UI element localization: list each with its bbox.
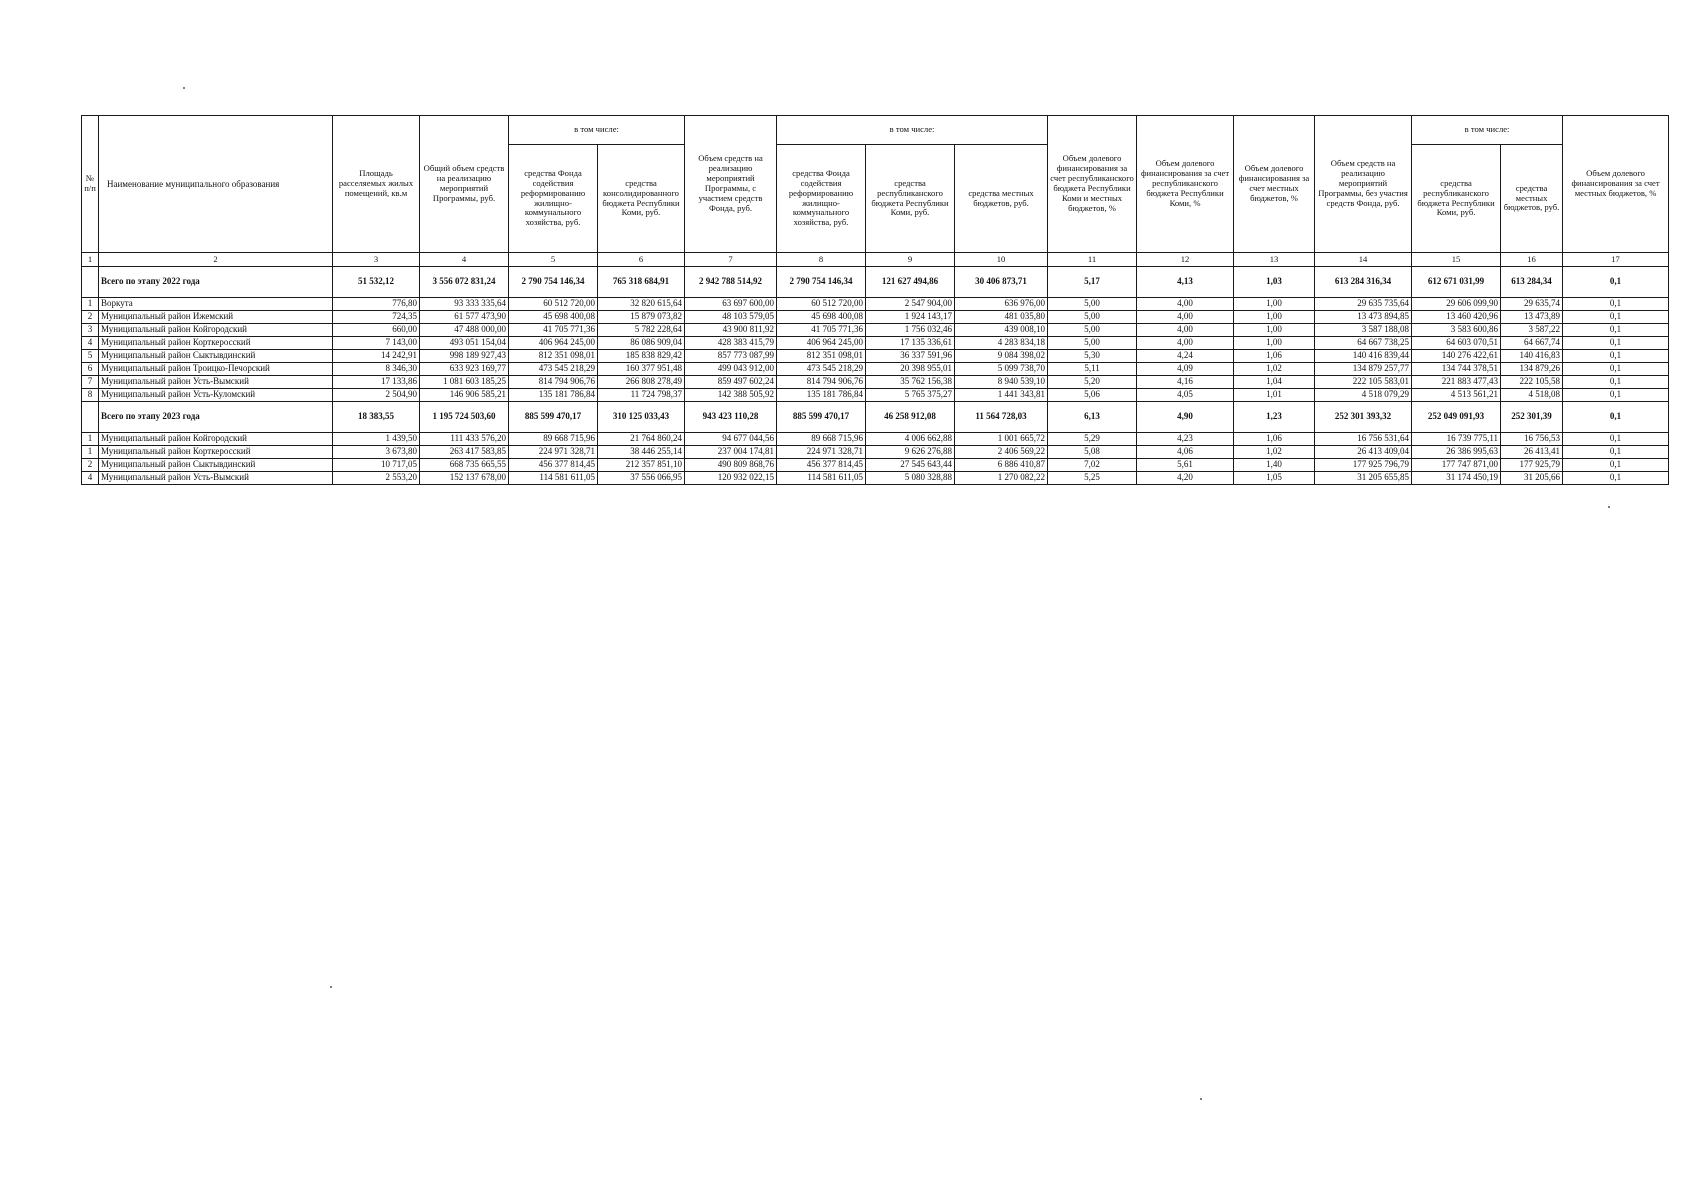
table-cell: 1 439,50	[333, 433, 420, 446]
col-header-15: средства республиканского бюджета Республики Коми, руб.	[1412, 145, 1501, 253]
table-cell: 263 417 583,85	[420, 446, 509, 459]
table-cell: 16 756,53	[1501, 433, 1563, 446]
municipality-name: Муниципальный район Койгородский	[99, 433, 333, 446]
total-cell: 613 284,34	[1501, 267, 1563, 298]
col-header-14: Объем средств на реализацию мероприятий Программы, без участия средств Фонда, руб.	[1315, 116, 1412, 253]
table-cell: 47 488 000,00	[420, 324, 509, 337]
col-header-12: Объем долевого финансирования за счет республиканского бюджета Республики Коми, %	[1137, 116, 1234, 253]
table-cell: 16 756 531,64	[1315, 433, 1412, 446]
table-cell: 406 964 245,00	[777, 337, 866, 350]
table-cell: 93 333 335,64	[420, 298, 509, 311]
table-cell: 0,1	[1563, 433, 1669, 446]
table-cell: 160 377 951,48	[598, 363, 685, 376]
table-cell: 2 504,90	[333, 389, 420, 402]
table-cell: 493 051 154,04	[420, 337, 509, 350]
table-cell: 490 809 868,76	[685, 459, 777, 472]
table-cell: 212 357 851,10	[598, 459, 685, 472]
table-cell: 1,02	[1234, 363, 1315, 376]
table-cell: 15 879 073,82	[598, 311, 685, 324]
table-cell: 428 383 415,79	[685, 337, 777, 350]
table-header	[82, 116, 1669, 267]
column-number: 14	[1315, 253, 1412, 267]
table-cell: 4,20	[1137, 472, 1234, 485]
table-cell: 857 773 087,99	[685, 350, 777, 363]
table-cell: 27 545 643,44	[866, 459, 955, 472]
table-cell: 11 724 798,37	[598, 389, 685, 402]
table-row	[82, 446, 1669, 459]
table-cell: 0,1	[1563, 459, 1669, 472]
table-cell: 4,05	[1137, 389, 1234, 402]
table-cell: 660,00	[333, 324, 420, 337]
table-cell: 237 004 174,81	[685, 446, 777, 459]
total-cell: 252 049 091,93	[1412, 402, 1501, 433]
total-cell: 5,17	[1048, 267, 1137, 298]
table-row	[82, 389, 1669, 402]
total-cell: 11 564 728,03	[955, 402, 1048, 433]
table-cell: 859 497 602,24	[685, 376, 777, 389]
table-cell: 5 765 375,27	[866, 389, 955, 402]
total-cell: 2 942 788 514,92	[685, 267, 777, 298]
table-cell: 668 735 665,55	[420, 459, 509, 472]
municipality-name: Муниципальный район Корткеросский	[99, 446, 333, 459]
table-cell: 4,00	[1137, 311, 1234, 324]
total-cell: 4,90	[1137, 402, 1234, 433]
table-cell: 222 105,58	[1501, 376, 1563, 389]
table-cell: 5,00	[1048, 337, 1137, 350]
table-cell: 38 446 255,14	[598, 446, 685, 459]
table-cell: 9 626 276,88	[866, 446, 955, 459]
table-cell: 222 105 583,01	[1315, 376, 1412, 389]
column-number: 8	[777, 253, 866, 267]
table-cell: 5,61	[1137, 459, 1234, 472]
table-cell: 63 697 600,00	[685, 298, 777, 311]
column-number: 5	[509, 253, 598, 267]
table-row	[82, 433, 1669, 446]
col-header-11: Объем долевого финансирования за счет республиканского бюджета Республики Коми и местных бюджетов, %	[1048, 116, 1137, 253]
table-cell: 439 008,10	[955, 324, 1048, 337]
col-header-1: № п/п	[82, 116, 99, 253]
table-cell: 29 606 099,90	[1412, 298, 1501, 311]
table-cell: 473 545 218,29	[509, 363, 598, 376]
row-index-blank	[82, 267, 99, 298]
table-cell: 14 242,91	[333, 350, 420, 363]
table-cell: 0,1	[1563, 298, 1669, 311]
row-index: 1	[82, 298, 99, 311]
col-header-8: средства Фонда содействия реформированию жилищно-коммунального хозяйства, руб.	[777, 145, 866, 253]
table-cell: 499 043 912,00	[685, 363, 777, 376]
total-cell: 30 406 873,71	[955, 267, 1048, 298]
table-cell: 31 205,66	[1501, 472, 1563, 485]
table-cell: 5,11	[1048, 363, 1137, 376]
table-cell: 4 513 561,21	[1412, 389, 1501, 402]
group-header-3: в том числе:	[1412, 116, 1563, 145]
row-index: 4	[82, 472, 99, 485]
row-index-blank	[82, 402, 99, 433]
table-cell: 7 143,00	[333, 337, 420, 350]
table-cell: 481 035,80	[955, 311, 1048, 324]
table-cell: 135 181 786,84	[509, 389, 598, 402]
municipality-name: Муниципальный район Сыктывдинский	[99, 459, 333, 472]
table-cell: 0,1	[1563, 363, 1669, 376]
table-cell: 5,20	[1048, 376, 1137, 389]
table-cell: 1 924 143,17	[866, 311, 955, 324]
table-row	[82, 311, 1669, 324]
table-cell: 31 205 655,85	[1315, 472, 1412, 485]
table-cell: 1,00	[1234, 298, 1315, 311]
table-cell: 1,06	[1234, 433, 1315, 446]
table-cell: 111 433 576,20	[420, 433, 509, 446]
table-cell: 4,06	[1137, 446, 1234, 459]
table-cell: 8 940 539,10	[955, 376, 1048, 389]
table-cell: 5,08	[1048, 446, 1137, 459]
table-cell: 140 416,83	[1501, 350, 1563, 363]
table-cell: 45 698 400,08	[777, 311, 866, 324]
table-cell: 1,00	[1234, 324, 1315, 337]
table-cell: 31 174 450,19	[1412, 472, 1501, 485]
table-cell: 29 635,74	[1501, 298, 1563, 311]
row-index: 2	[82, 311, 99, 324]
total-cell: 6,13	[1048, 402, 1137, 433]
column-number: 3	[333, 253, 420, 267]
table-cell: 5,00	[1048, 298, 1137, 311]
scan-speck	[330, 986, 332, 988]
table-cell: 4 006 662,88	[866, 433, 955, 446]
table-cell: 35 762 156,38	[866, 376, 955, 389]
column-number: 10	[955, 253, 1048, 267]
table-cell: 724,35	[333, 311, 420, 324]
table-cell: 4,09	[1137, 363, 1234, 376]
municipality-name: Муниципальный район Усть-Вымский	[99, 472, 333, 485]
table-cell: 1,00	[1234, 311, 1315, 324]
table-cell: 134 879,26	[1501, 363, 1563, 376]
table-cell: 43 900 811,92	[685, 324, 777, 337]
table-row	[82, 324, 1669, 337]
table-row	[82, 337, 1669, 350]
table-cell: 0,1	[1563, 446, 1669, 459]
table-cell: 4 283 834,18	[955, 337, 1048, 350]
table-cell: 1,02	[1234, 446, 1315, 459]
municipality-name: Муниципальный район Ижемский	[99, 311, 333, 324]
total-cell: 885 599 470,17	[509, 402, 598, 433]
table-cell: 4,00	[1137, 324, 1234, 337]
table-cell: 89 668 715,96	[509, 433, 598, 446]
column-number: 17	[1563, 253, 1669, 267]
total-cell: 2 790 754 146,34	[777, 267, 866, 298]
table-cell: 0,1	[1563, 389, 1669, 402]
table-cell: 1,01	[1234, 389, 1315, 402]
total-cell: 310 125 033,43	[598, 402, 685, 433]
table-cell: 4,00	[1137, 298, 1234, 311]
table-cell: 26 413,41	[1501, 446, 1563, 459]
table-cell: 146 906 585,21	[420, 389, 509, 402]
table-cell: 1 756 032,46	[866, 324, 955, 337]
table-cell: 1,00	[1234, 337, 1315, 350]
table-cell: 4 518,08	[1501, 389, 1563, 402]
scan-speck	[1608, 506, 1610, 508]
total-cell: 0,1	[1563, 267, 1669, 298]
table-cell: 2 406 569,22	[955, 446, 1048, 459]
total-cell: 4,13	[1137, 267, 1234, 298]
municipality-name: Муниципальный район Корткеросский	[99, 337, 333, 350]
municipality-name: Муниципальный район Койгородский	[99, 324, 333, 337]
table-cell: 1 001 665,72	[955, 433, 1048, 446]
col-header-7: Объем средств на реализацию мероприятий Программы, с участием средств Фонда, руб.	[685, 116, 777, 253]
table-cell: 1 081 603 185,25	[420, 376, 509, 389]
table-cell: 4,16	[1137, 376, 1234, 389]
table-cell: 8 346,30	[333, 363, 420, 376]
total-cell: 943 423 110,28	[685, 402, 777, 433]
table-cell: 814 794 906,76	[509, 376, 598, 389]
table-cell: 16 739 775,11	[1412, 433, 1501, 446]
total-cell: 18 383,55	[333, 402, 420, 433]
table-cell: 64 667,74	[1501, 337, 1563, 350]
table-cell: 120 932 022,15	[685, 472, 777, 485]
table-cell: 142 388 505,92	[685, 389, 777, 402]
table-cell: 1,05	[1234, 472, 1315, 485]
table-row	[82, 459, 1669, 472]
row-index: 4	[82, 337, 99, 350]
row-index: 3	[82, 324, 99, 337]
municipality-name: Муниципальный район Усть-Вымский	[99, 376, 333, 389]
column-number: 2	[99, 253, 333, 267]
table-cell: 7,02	[1048, 459, 1137, 472]
column-number: 15	[1412, 253, 1501, 267]
column-number: 1	[82, 253, 99, 267]
total-cell: 613 284 316,34	[1315, 267, 1412, 298]
column-number: 13	[1234, 253, 1315, 267]
row-index: 2	[82, 459, 99, 472]
municipality-name: Воркута	[99, 298, 333, 311]
total-cell: 0,1	[1563, 402, 1669, 433]
table-cell: 473 545 218,29	[777, 363, 866, 376]
table-cell: 135 181 786,84	[777, 389, 866, 402]
table-cell: 5,25	[1048, 472, 1137, 485]
table-cell: 20 398 955,01	[866, 363, 955, 376]
total-cell: 121 627 494,86	[866, 267, 955, 298]
total-cell: 2 790 754 146,34	[509, 267, 598, 298]
table-cell: 13 473,89	[1501, 311, 1563, 324]
table-cell: 2 547 904,00	[866, 298, 955, 311]
col-header-5: средства Фонда содействия реформированию жилищно-коммунального хозяйства, руб.	[509, 145, 598, 253]
table-cell: 998 189 927,43	[420, 350, 509, 363]
col-header-9: средства республиканского бюджета Республики Коми, руб.	[866, 145, 955, 253]
table-cell: 3 587,22	[1501, 324, 1563, 337]
table-cell: 224 971 328,71	[777, 446, 866, 459]
col-header-16: средства местных бюджетов, руб.	[1501, 145, 1563, 253]
col-header-10: средства местных бюджетов, руб.	[955, 145, 1048, 253]
table-cell: 814 794 906,76	[777, 376, 866, 389]
table-cell: 17 133,86	[333, 376, 420, 389]
table-cell: 13 473 894,85	[1315, 311, 1412, 324]
column-number-row	[82, 253, 1669, 267]
table-cell: 224 971 328,71	[509, 446, 598, 459]
table-cell: 29 635 735,64	[1315, 298, 1412, 311]
col-header-2: Наименование муниципального образования	[99, 116, 333, 253]
total-cell: 46 258 912,08	[866, 402, 955, 433]
table-cell: 812 351 098,01	[777, 350, 866, 363]
table-cell: 140 276 422,61	[1412, 350, 1501, 363]
table-cell: 60 512 720,00	[509, 298, 598, 311]
table-cell: 5,30	[1048, 350, 1137, 363]
total-cell: 51 532,12	[333, 267, 420, 298]
table-row	[82, 472, 1669, 485]
table-cell: 61 577 473,90	[420, 311, 509, 324]
table-cell: 456 377 814,45	[777, 459, 866, 472]
table-cell: 26 386 995,63	[1412, 446, 1501, 459]
table-row	[82, 363, 1669, 376]
table-cell: 17 135 336,61	[866, 337, 955, 350]
table-cell: 140 416 839,44	[1315, 350, 1412, 363]
row-index: 8	[82, 389, 99, 402]
table-cell: 4,24	[1137, 350, 1234, 363]
table-cell: 2 553,20	[333, 472, 420, 485]
table-row	[82, 376, 1669, 389]
table-cell: 45 698 400,08	[509, 311, 598, 324]
table-body	[82, 267, 1669, 485]
table-cell: 1,40	[1234, 459, 1315, 472]
table-cell: 3 583 600,86	[1412, 324, 1501, 337]
municipality-name: Муниципальный район Троицко-Печорский	[99, 363, 333, 376]
table-cell: 4 518 079,29	[1315, 389, 1412, 402]
table-cell: 0,1	[1563, 324, 1669, 337]
table-cell: 633 923 169,77	[420, 363, 509, 376]
municipality-name: Муниципальный район Сыктывдинский	[99, 350, 333, 363]
column-number: 9	[866, 253, 955, 267]
total-cell: 765 318 684,91	[598, 267, 685, 298]
table-cell: 776,80	[333, 298, 420, 311]
group-header-1: в том числе:	[509, 116, 685, 145]
table-cell: 0,1	[1563, 350, 1669, 363]
table-cell: 134 879 257,77	[1315, 363, 1412, 376]
total-cell: 1,03	[1234, 267, 1315, 298]
table-cell: 177 747 871,00	[1412, 459, 1501, 472]
table-cell: 0,1	[1563, 472, 1669, 485]
table-cell: 89 668 715,96	[777, 433, 866, 446]
table-cell: 4,00	[1137, 337, 1234, 350]
table-cell: 48 103 579,05	[685, 311, 777, 324]
table-cell: 221 883 477,43	[1412, 376, 1501, 389]
table-cell: 456 377 814,45	[509, 459, 598, 472]
column-number: 11	[1048, 253, 1137, 267]
stage-total-label: Всего по этапу 2022 года	[99, 267, 333, 298]
table-cell: 41 705 771,36	[509, 324, 598, 337]
table-cell: 32 820 615,64	[598, 298, 685, 311]
table-cell: 5,00	[1048, 311, 1137, 324]
total-cell: 3 556 072 831,24	[420, 267, 509, 298]
table-cell: 1 270 082,22	[955, 472, 1048, 485]
financing-table	[81, 115, 1669, 485]
table-cell: 114 581 611,05	[777, 472, 866, 485]
total-cell: 1,23	[1234, 402, 1315, 433]
group-header-2: в том числе:	[777, 116, 1048, 145]
column-number: 7	[685, 253, 777, 267]
scan-speck	[1200, 1098, 1202, 1100]
table-cell: 266 808 278,49	[598, 376, 685, 389]
table-cell: 152 137 678,00	[420, 472, 509, 485]
table-cell: 177 925 796,79	[1315, 459, 1412, 472]
row-index: 7	[82, 376, 99, 389]
table-cell: 0,1	[1563, 376, 1669, 389]
table-cell: 36 337 591,96	[866, 350, 955, 363]
table-cell: 6 886 410,87	[955, 459, 1048, 472]
table-cell: 1,06	[1234, 350, 1315, 363]
table-cell: 21 764 860,24	[598, 433, 685, 446]
stage-total-row	[82, 402, 1669, 433]
table-cell: 26 413 409,04	[1315, 446, 1412, 459]
col-header-6: средства консолидированного бюджета Республики Коми, руб.	[598, 145, 685, 253]
table-cell: 1 441 343,81	[955, 389, 1048, 402]
row-index: 1	[82, 433, 99, 446]
table-cell: 5,00	[1048, 324, 1137, 337]
table-cell: 812 351 098,01	[509, 350, 598, 363]
table-cell: 0,1	[1563, 311, 1669, 324]
table-cell: 406 964 245,00	[509, 337, 598, 350]
total-cell: 612 671 031,99	[1412, 267, 1501, 298]
stage-total-row	[82, 267, 1669, 298]
column-number: 12	[1137, 253, 1234, 267]
table-cell: 185 838 829,42	[598, 350, 685, 363]
row-index: 5	[82, 350, 99, 363]
scan-speck	[183, 87, 185, 89]
table-cell: 94 677 044,56	[685, 433, 777, 446]
table-cell: 3 587 188,08	[1315, 324, 1412, 337]
row-index: 6	[82, 363, 99, 376]
table-cell: 60 512 720,00	[777, 298, 866, 311]
table-cell: 13 460 420,96	[1412, 311, 1501, 324]
table-cell: 5 080 328,88	[866, 472, 955, 485]
col-header-4: Общий объем средств на реализацию мероприятий Программы, руб.	[420, 116, 509, 253]
total-cell: 885 599 470,17	[777, 402, 866, 433]
table-cell: 177 925,79	[1501, 459, 1563, 472]
table-cell: 636 976,00	[955, 298, 1048, 311]
table-cell: 9 084 398,02	[955, 350, 1048, 363]
table-cell: 41 705 771,36	[777, 324, 866, 337]
total-cell: 252 301,39	[1501, 402, 1563, 433]
column-number: 6	[598, 253, 685, 267]
table-cell: 5,06	[1048, 389, 1137, 402]
col-header-3: Площадь расселяемых жилых помещений, кв.м	[333, 116, 420, 253]
column-number: 16	[1501, 253, 1563, 267]
stage-total-label: Всего по этапу 2023 года	[99, 402, 333, 433]
col-header-17: Объем долевого финансирования за счет местных бюджетов, %	[1563, 116, 1669, 253]
table-cell: 37 556 066,95	[598, 472, 685, 485]
table-cell: 5,29	[1048, 433, 1137, 446]
col-header-13: Объем долевого финансирования за счет местных бюджетов, %	[1234, 116, 1315, 253]
total-cell: 1 195 724 503,60	[420, 402, 509, 433]
table-cell: 64 603 070,51	[1412, 337, 1501, 350]
table-cell: 114 581 611,05	[509, 472, 598, 485]
table-cell: 0,1	[1563, 337, 1669, 350]
table-cell: 1,04	[1234, 376, 1315, 389]
municipality-name: Муниципальный район Усть-Куломский	[99, 389, 333, 402]
table-cell: 64 667 738,25	[1315, 337, 1412, 350]
table-cell: 134 744 378,51	[1412, 363, 1501, 376]
table-cell: 10 717,05	[333, 459, 420, 472]
table-cell: 4,23	[1137, 433, 1234, 446]
table-row	[82, 298, 1669, 311]
table-cell: 5 099 738,70	[955, 363, 1048, 376]
table-cell: 86 086 909,04	[598, 337, 685, 350]
total-cell: 252 301 393,32	[1315, 402, 1412, 433]
table-cell: 3 673,80	[333, 446, 420, 459]
table-cell: 5 782 228,64	[598, 324, 685, 337]
table-row	[82, 350, 1669, 363]
row-index: 1	[82, 446, 99, 459]
column-number: 4	[420, 253, 509, 267]
